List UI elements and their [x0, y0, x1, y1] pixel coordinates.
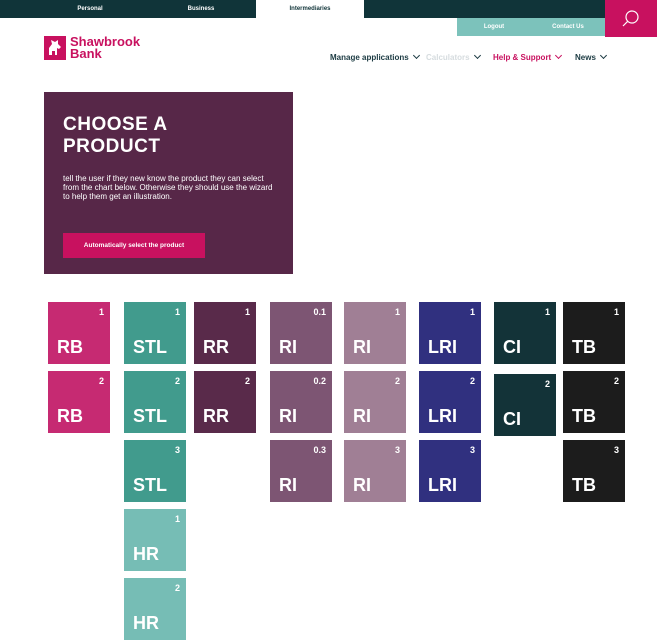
nav-manage-applications[interactable] — [330, 53, 419, 62]
tile-number: 2 — [174, 583, 180, 593]
tile-number: 1 — [244, 307, 250, 317]
tile-number: 1 — [469, 307, 475, 317]
tile-number: 2 — [98, 376, 104, 386]
tile-number: 2 — [244, 376, 250, 386]
tile-code: RB — [57, 337, 83, 357]
product-tile-ci-1[interactable] — [494, 302, 556, 364]
product-tile-stl-2[interactable] — [124, 371, 186, 433]
tile-number: 0.2 — [313, 376, 326, 386]
tab-personal[interactable]: Personal — [77, 6, 103, 12]
tile-number: 1 — [544, 307, 550, 317]
tile-code: TB — [572, 475, 596, 495]
tile-number: 1 — [98, 307, 104, 317]
tile-code: LRI — [428, 406, 457, 426]
product-tile-rb-2[interactable] — [48, 371, 110, 433]
tile-code: RI — [279, 475, 297, 495]
product-tile-hr-1[interactable] — [124, 509, 186, 571]
tile-number: 2 — [613, 376, 619, 386]
audience-bar — [0, 0, 605, 18]
tile-code: CI — [503, 409, 521, 429]
tile-number: 0.3 — [313, 445, 326, 455]
tile-number: 2 — [469, 376, 475, 386]
chevron-down-icon — [413, 52, 420, 59]
logout-link[interactable]: Logout — [457, 18, 531, 36]
product-tile-lri-3[interactable] — [419, 440, 481, 502]
nav-label: Manage applications — [330, 53, 409, 62]
tile-number: 3 — [174, 445, 180, 455]
tile-number: 1 — [394, 307, 400, 317]
tile-number: 3 — [394, 445, 400, 455]
tile-number: 0.1 — [313, 307, 326, 317]
product-tile-tb-2[interactable] — [563, 371, 625, 433]
nav-help-support[interactable] — [493, 53, 561, 62]
tab-intermediaries[interactable]: Intermediaries — [256, 0, 364, 18]
tile-number: 2 — [544, 379, 550, 389]
tile-code: RI — [353, 337, 371, 357]
product-tile-ri-3[interactable] — [344, 440, 406, 502]
tile-code: CI — [503, 337, 521, 357]
nav-label: Calculators — [426, 53, 470, 62]
contact-us-link[interactable]: Contact Us — [531, 18, 605, 36]
tab-business[interactable]: Business — [187, 6, 215, 12]
nav-label: News — [575, 53, 596, 62]
product-tile-stl-1[interactable] — [124, 302, 186, 364]
search-button[interactable] — [605, 0, 657, 37]
choose-product-panel — [44, 92, 293, 274]
tile-code: HR — [133, 544, 159, 564]
lion-logo-icon — [44, 36, 66, 60]
tile-code: RR — [203, 337, 229, 357]
tile-code: LRI — [428, 337, 457, 357]
tile-code: RI — [353, 406, 371, 426]
product-tile-ci-2[interactable] — [494, 374, 556, 436]
product-tile-lri-1[interactable] — [419, 302, 481, 364]
product-tile-ri-0-3[interactable] — [270, 440, 332, 502]
product-tile-ri-0-2[interactable] — [270, 371, 332, 433]
tile-number: 3 — [613, 445, 619, 455]
search-icon — [622, 10, 640, 28]
product-tile-ri-0-1[interactable] — [270, 302, 332, 364]
auto-select-product-button[interactable]: Automatically select the product — [63, 233, 205, 258]
tile-code: RI — [279, 337, 297, 357]
chevron-down-icon — [474, 52, 481, 59]
logo-text — [70, 36, 140, 60]
tile-code: LRI — [428, 475, 457, 495]
chevron-down-icon — [600, 52, 607, 59]
tile-code: TB — [572, 406, 596, 426]
panel-description: tell the user if they new know the product they can select from the chart below. Otherwise they should use the wizard to help them get an illustration. — [63, 174, 273, 201]
tile-code: STL — [133, 475, 167, 495]
product-tile-tb-1[interactable] — [563, 302, 625, 364]
product-tile-lri-2[interactable] — [419, 371, 481, 433]
tile-number: 2 — [394, 376, 400, 386]
nav-calculators[interactable] — [426, 53, 480, 62]
tile-number: 1 — [174, 514, 180, 524]
logo-line-1: Shawbrook — [70, 34, 141, 49]
tile-code: STL — [133, 406, 167, 426]
product-tile-rb-1[interactable] — [48, 302, 110, 364]
tile-code: RR — [203, 406, 229, 426]
nav-news[interactable] — [575, 53, 606, 62]
tile-number: 1 — [613, 307, 619, 317]
tile-number: 2 — [174, 376, 180, 386]
tile-code: TB — [572, 337, 596, 357]
tile-code: RI — [353, 475, 371, 495]
tile-number: 1 — [174, 307, 180, 317]
product-tile-hr-2[interactable] — [124, 578, 186, 640]
product-tile-rr-2[interactable] — [194, 371, 256, 433]
logo-line-2: Bank — [70, 46, 102, 61]
chevron-down-icon — [555, 52, 562, 59]
page-title: CHOOSE A PRODUCT — [63, 114, 167, 157]
product-tile-rr-1[interactable] — [194, 302, 256, 364]
product-tile-ri-1[interactable] — [344, 302, 406, 364]
tile-code: RB — [57, 406, 83, 426]
product-tile-stl-3[interactable] — [124, 440, 186, 502]
nav-label: Help & Support — [493, 53, 552, 62]
tile-code: STL — [133, 337, 167, 357]
tile-number: 3 — [469, 445, 475, 455]
tile-code: HR — [133, 613, 159, 633]
tile-code: RI — [279, 406, 297, 426]
product-tile-tb-3[interactable] — [563, 440, 625, 502]
product-tile-ri-2[interactable] — [344, 371, 406, 433]
